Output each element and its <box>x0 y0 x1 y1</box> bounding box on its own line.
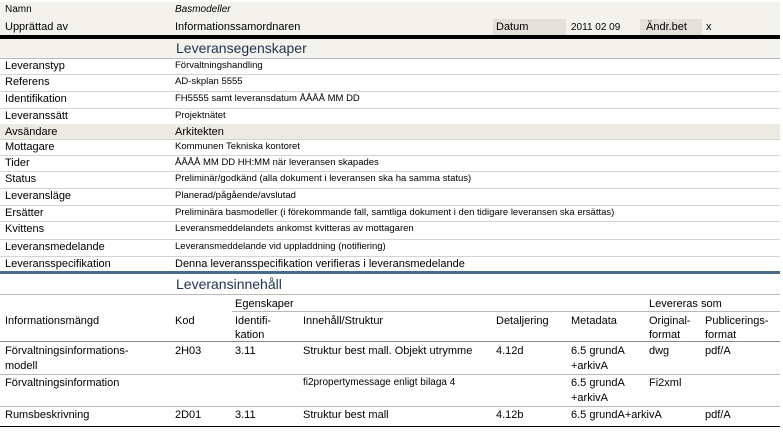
property-label: Referens <box>5 76 50 88</box>
property-value: Kommunen Tekniska kontoret <box>175 141 300 152</box>
content-text: Struktur best mall <box>303 409 389 421</box>
info-text-line2: modell <box>5 360 38 372</box>
publication-format-text: pdf/A <box>705 409 731 421</box>
property-value: FH5555 samt leveransdatum ÅÅÅÅ MM DD <box>175 93 360 104</box>
original-format-text: Fi2xml <box>649 377 682 389</box>
change-value: x <box>706 21 712 33</box>
section1-band <box>0 39 780 58</box>
detail-text: 4.12d <box>496 345 524 357</box>
property-label: Kvittens <box>5 223 45 235</box>
property-value: Förvaltningshandling <box>175 60 263 71</box>
code-text: 2D01 <box>175 409 202 421</box>
header-band-name <box>0 2 780 19</box>
property-row <box>0 221 780 240</box>
property-label: Leveranssätt <box>5 110 68 122</box>
name-value: Basmodeller <box>175 4 231 15</box>
property-value: Preliminär/godkänd (alla dokument i leveransen ska ha samma status) <box>175 173 472 184</box>
content-text: Struktur best mall. Objekt utrymme <box>303 345 473 357</box>
code-text: 2H03 <box>175 345 202 357</box>
date-label: Datum <box>496 21 529 33</box>
info-text: Förvaltningsinformations- <box>5 345 129 357</box>
property-row <box>0 108 780 125</box>
property-label: Leveransmedelande <box>5 241 105 253</box>
property-label: Mottagare <box>5 141 55 153</box>
section1-title: Leveransegenskaper <box>176 40 307 56</box>
property-label: Identifikation <box>5 93 67 105</box>
col-header-innehall: Innehåll/Struktur <box>303 315 384 327</box>
author-value: Informationssamordnaren <box>175 21 301 33</box>
property-label: Ersätter <box>5 207 44 219</box>
metadata-text-line2: +arkivA <box>571 360 608 372</box>
property-value: Preliminära basmodeller (i förekommande fall, samtliga dokument i den tidigare leveransen ska ersättas) <box>175 207 615 218</box>
date-value: 2011 02 09 <box>571 22 621 33</box>
col-header-ident-line2: kation <box>235 329 265 341</box>
property-label: Tider <box>5 157 30 169</box>
info-text: Rumsbeskrivning <box>5 409 90 421</box>
col-header-kod: Kod <box>175 315 195 327</box>
group-header-levereras: Levereras som <box>649 298 722 310</box>
original-format-text: dwg <box>649 345 670 357</box>
section2-title: Leveransinnehåll <box>176 276 282 292</box>
property-row <box>0 58 780 75</box>
property-row <box>0 74 780 92</box>
property-row <box>0 139 780 156</box>
col-header-info: Informationsmängd <box>5 315 100 327</box>
property-value: Arkitekten <box>175 126 224 138</box>
property-row <box>0 188 780 206</box>
metadata-text: 6.5 grundA+arkivA <box>571 409 662 421</box>
group-header-rule <box>232 311 780 312</box>
ident-text: 3.11 <box>235 345 256 357</box>
property-row <box>0 205 780 222</box>
content-row <box>0 374 780 407</box>
content-row <box>0 406 780 427</box>
section2-title-rule <box>0 294 780 295</box>
property-row <box>0 155 780 172</box>
col-header-publ-line2: format <box>705 329 737 341</box>
col-header-metadata: Metadata <box>571 315 617 327</box>
col-header-detaljering: Detaljering <box>496 315 549 327</box>
content-row <box>0 342 780 375</box>
property-label: Avsändare <box>5 126 58 138</box>
property-value: Projektnätet <box>175 110 226 121</box>
group-header-egenskaper: Egenskaper <box>235 298 294 310</box>
property-row <box>0 124 780 140</box>
property-value: AD-skplan 5555 <box>175 76 243 87</box>
name-label: Namn <box>5 4 32 15</box>
publication-format-text: pdf/A <box>705 345 731 357</box>
content-text: fi2propertymessage enligt bilaga 4 <box>303 377 456 388</box>
ident-text: 3.11 <box>235 409 256 421</box>
property-value: Leveransmeddelandets ankomst kvitteras av mottagaren <box>175 223 414 234</box>
property-label: Leveransläge <box>5 190 72 202</box>
property-label: Status <box>5 173 37 185</box>
section-divider <box>0 271 780 274</box>
property-value: Leveransmeddelande vid uppladdning (notifiering) <box>175 241 386 252</box>
metadata-text: 6.5 grundA <box>571 345 625 357</box>
property-label: Leveransspecifikation <box>5 258 111 270</box>
property-row <box>0 91 780 109</box>
col-header-orig-line1: Original- <box>649 315 691 327</box>
change-label: Ändr.bet <box>646 21 687 33</box>
property-value: Denna leveransspecifikation verifieras i leveransmedelande <box>175 258 465 270</box>
property-row <box>0 171 780 189</box>
property-label: Leveranstyp <box>5 60 65 72</box>
author-label: Upprättad av <box>5 21 68 33</box>
info-text: Förvaltningsinformation <box>5 377 120 389</box>
col-header-ident-line1: Identifi- <box>235 315 272 327</box>
col-header-orig-line2: format <box>649 329 681 341</box>
detail-text: 4.12b <box>496 409 524 421</box>
property-row <box>0 239 780 257</box>
property-value: ÅÅÅÅ MM DD HH:MM när leveransen skapades <box>175 157 379 168</box>
col-header-publ-line1: Publicerings- <box>705 315 769 327</box>
property-value: Planerad/pågående/avslutad <box>175 190 296 201</box>
metadata-text: 6.5 grundA <box>571 377 625 389</box>
metadata-text-line2: +arkivA <box>571 392 608 404</box>
